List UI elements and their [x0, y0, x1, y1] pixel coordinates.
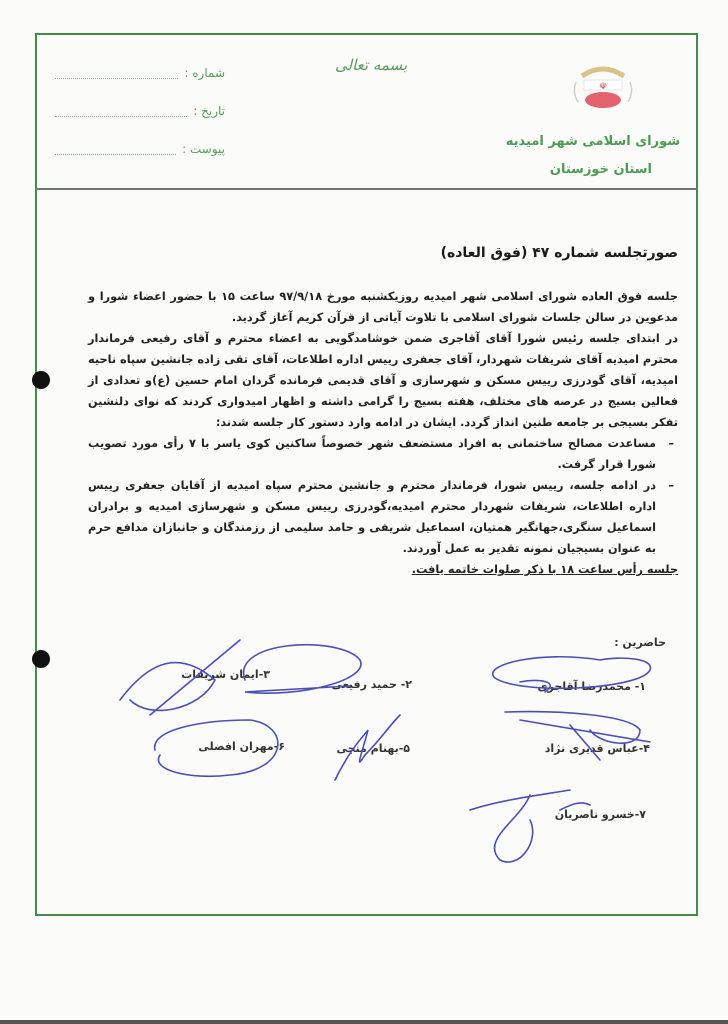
attachment-label: پیوست : — [182, 142, 225, 156]
date-value — [55, 106, 187, 117]
date-field — [55, 104, 225, 118]
bullet-dash-icon: – — [668, 437, 674, 450]
agenda-item-text: در ادامه جلسه، رییس شورا، فرماندار محترم و جانشین محترم سپاه امیدیه از آقایان جعفری رییس اداره اطلاعات، شریفات شهردار محترم امیدیه،گودرزی رییس مسکن و شهرسازی امیدیه و برادران اسماعیل سنگری،جهانگیر همتیان، اسماعیل شریفی و حامد سلیمی از رزمندگان و جانبازان مدافع حرم به عنوان بسیجیان نمونه تقدیر به عمل آوردند. — [88, 479, 656, 555]
org-name: شورای اسلامی شهر امیدیه — [505, 134, 680, 149]
scan-edge — [0, 1020, 728, 1024]
attendee-3: ۳-ایمان شریفات — [181, 668, 270, 681]
logo-red-band — [585, 92, 621, 108]
attendee-1: ۱- محمدرضا آقاجری — [537, 680, 646, 693]
punch-hole-bottom — [32, 650, 50, 668]
bullet-dash-icon: – — [668, 479, 674, 492]
bismillah: بسمه تعالی — [335, 56, 408, 74]
attendee-6: ۶-مهران افضلی — [198, 740, 285, 753]
attendee-4: ۴-عباس قدیری نژاد — [544, 742, 650, 755]
document-title: صورتجلسه شماره ۴۷ (فوق العاده) — [440, 245, 678, 261]
number-value — [55, 68, 178, 79]
punch-hole-top — [32, 371, 50, 389]
closing-line: جلسه رأس ساعت ۱۸ با ذکر صلوات خاتمه یافت. — [411, 563, 678, 576]
org-province: استان خوزستان — [549, 162, 652, 177]
agenda-item — [88, 433, 678, 475]
minutes-body — [88, 286, 678, 580]
paragraph-opening: جلسه فوق العاده شورای اسلامی شهر امیدیه روزیکشنبه مورخ ۹۷/۹/۱۸ ساعت ۱۵ با حضور اعضاء شورا و مدعوین در سالن جلسات شورای اسلامی با تلاوت آیاتی از قرآن کریم آغاز گردید. — [88, 290, 678, 324]
emblem-icon: ☫ — [598, 82, 608, 92]
number-label: شماره : — [184, 66, 225, 80]
paragraph-intro: در ابتدای جلسه رئیس شورا آقای آقاجری ضمن خوشامدگویی به اعضاء محترم و آقای رفیعی فرماندار محترم امیدیه آقای شریفات شهردار، آقای جعفری رییس اداره اطلاعات، آقای تقی زاده جانشین سپاه ناحیه امیدیه، آقای گودرزی رییس مسکن و شهرسازی و آقای قدیمی فرمانده گردان امام حسین (ع)و تعدادی از فعالین بسیج در عرصه های مختلف، هفته بسیج را گرامی داشته و اظهار امیدواری کردند که نوای دلنشین تفکر بسیجی بر جامعه طنین انداز گردد. ایشان در ادامه وارد دستور کار جلسه شدند: — [88, 332, 678, 429]
attendee-7: ۷-خسرو ناصریان — [554, 808, 646, 821]
date-label: تاریخ : — [193, 104, 225, 118]
attendees-label: حاضرین : — [614, 636, 666, 649]
iran-emblem-logo — [568, 62, 638, 112]
header-divider — [35, 188, 698, 190]
number-field — [55, 66, 225, 80]
attendee-5: ۵-بهنام منجی — [336, 742, 410, 755]
logo-gold-arc — [582, 69, 624, 76]
attachment-value — [55, 144, 176, 155]
agenda-item-text: مساعدت مصالح ساختمانی به افراد مستضعف شهر خصوصاً ساکنین کوی یاسر با ۷ رأی مورد تصویب شورا قرار گرفت. — [88, 437, 657, 471]
attendee-2: ۲- حمید رفیعی — [331, 678, 412, 691]
attachment-field — [55, 142, 225, 156]
agenda-item — [88, 475, 678, 559]
